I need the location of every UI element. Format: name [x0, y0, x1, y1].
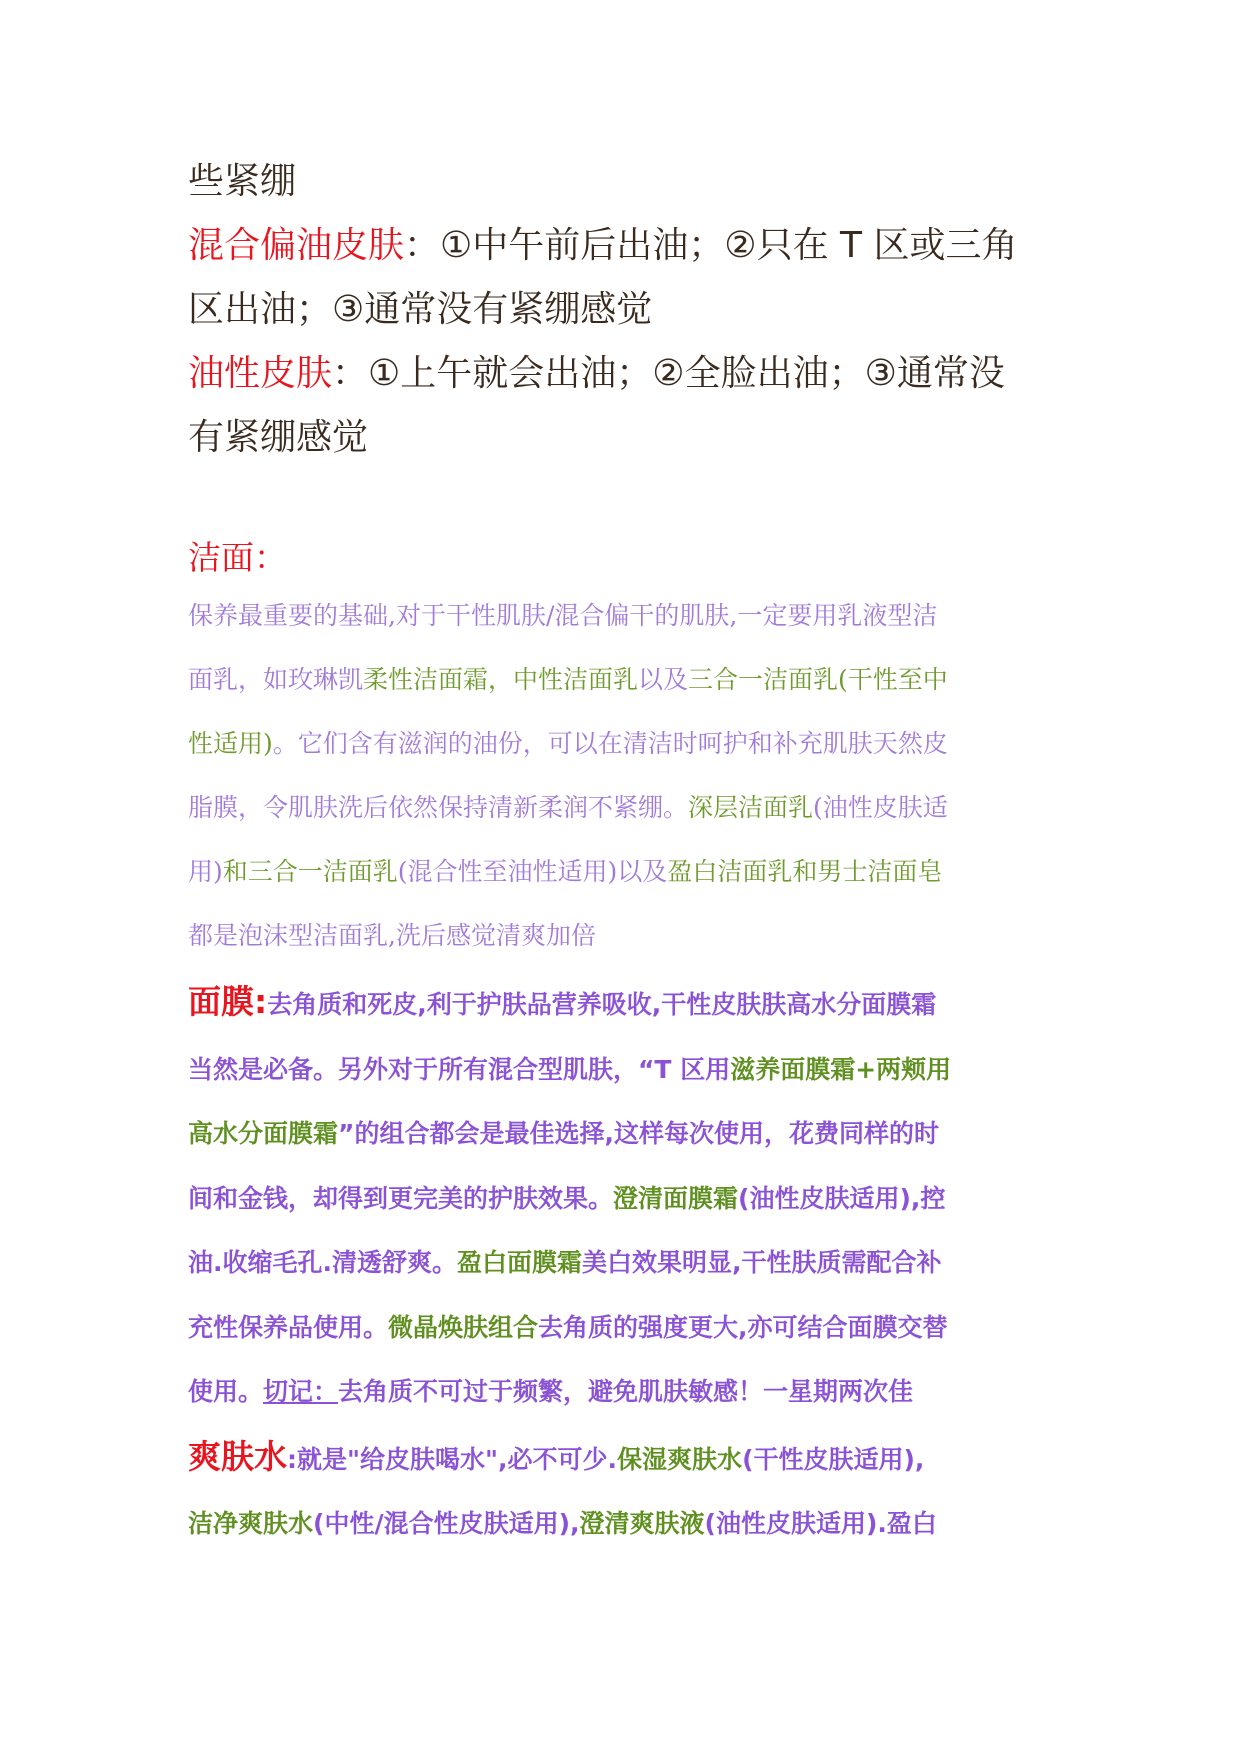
toner-line-1: [188, 1425, 1078, 1492]
cleanse-l2a: 面乳，如玫琳凯: [188, 665, 364, 694]
toner-l1a: :就是"给皮肤喝水",必不可少.: [287, 1444, 618, 1474]
mask-line-1: [188, 970, 1078, 1038]
mask-l7b: 切记：: [263, 1377, 339, 1406]
cleanse-l4b: 深层洁面乳: [688, 793, 814, 822]
mask-l3a: 高水分面膜霜: [188, 1119, 339, 1148]
mask-line-3: [188, 1102, 1078, 1167]
mask-l4c: (油性皮肤适用),控: [738, 1183, 946, 1213]
toner-l2b: (中性/混合性皮肤适用),: [313, 1508, 580, 1538]
mask-l2b: 滋养面膜霜+两颊用: [730, 1054, 952, 1084]
toner-l2a: 洁净爽肤水: [188, 1508, 314, 1538]
cleanse-paragraph: [188, 584, 1078, 968]
mask-line-4: [188, 1167, 1078, 1232]
cleanse-l5c: (混合性至油性适用): [397, 857, 618, 886]
mask-l5b: 盈白面膜霜: [457, 1248, 583, 1277]
cleanse-line-5: [188, 840, 1078, 904]
toner-l1c: (干性皮肤适用),: [742, 1444, 925, 1474]
cleanse-l3b: 。它们含有滋润的油份，可以在清洁时呵护和补充肌肤天然皮: [272, 729, 948, 758]
mix-oily-text-1: ：①中午前后出油；②只在 T 区或三角: [404, 225, 1018, 266]
mask-l4a: 间和金钱，却得到更完美的护肤效果。: [188, 1183, 614, 1213]
document-page: [188, 150, 1078, 1556]
oily-label: 油性皮肤: [188, 353, 333, 394]
mask-l7a: 使用。: [188, 1377, 264, 1406]
cleanse-l4a: 脂膜，令肌肤洗后依然保持清新柔润不紧绷。: [188, 793, 689, 822]
mask-l7c: 去角质不可过于频繁，避免肌肤敏感！一星期两次佳: [338, 1377, 914, 1406]
oily-line-2: 有紧绷感觉: [188, 417, 369, 458]
cleanse-line-4: [188, 776, 1078, 840]
mix-oily-label: 混合偏油皮肤: [188, 225, 405, 266]
toner-l2c: 澄清爽肤液: [579, 1508, 705, 1538]
mask-line-2: [188, 1038, 1078, 1103]
cleanse-l5b: 和三合一洁面乳: [222, 857, 398, 886]
mask-l5c: 美白效果明显,干性肤质需配合补: [582, 1248, 942, 1277]
cleanse-line-6: 都是泡沫型洁面乳,洗后感觉清爽加倍: [188, 921, 596, 950]
toner-paragraph: [188, 1425, 1078, 1556]
toner-heading: 爽肤水: [188, 1436, 287, 1476]
cleanse-l3a: 性适用): [188, 729, 273, 758]
cleanse-heading: 洁面：: [188, 538, 287, 577]
mask-paragraph: [188, 970, 1078, 1425]
cleanse-l2d: 三合一洁面乳(干性至中: [688, 665, 948, 694]
intro-line-1: 些紧绷: [188, 161, 297, 202]
mix-oily-line-2: 区出油；③通常没有紧绷感觉: [188, 289, 653, 330]
cleanse-line-2: [188, 648, 1078, 712]
mask-line-7: [188, 1360, 1078, 1425]
cleanse-l5e: 盈白洁面乳和男士洁面皂: [667, 857, 943, 886]
cleanse-l4c: (油性皮肤适: [813, 793, 948, 822]
cleanse-l2c: 以及: [638, 665, 689, 694]
oily-text-1: ：①上午就会出油；②全脸出油；③通常没: [332, 353, 1005, 394]
mask-l3b: ”的组合都会是最佳选择,这样每次使用，花费同样的时: [338, 1119, 939, 1148]
cleanse-l5a: 用): [188, 857, 223, 886]
mask-l6c: 去角质的强度更大,亦可结合面膜交替: [538, 1312, 948, 1342]
toner-l1b: 保湿爽肤水: [617, 1444, 743, 1474]
cleanse-l5d: 以及: [617, 857, 668, 886]
oily-line-1: [188, 342, 1078, 406]
mask-l5a: 油.收缩毛孔.清透舒爽。: [188, 1248, 457, 1277]
mix-oily-line-1: [188, 214, 1078, 278]
mask-heading: 面膜:: [188, 982, 268, 1021]
cleanse-line-1: 保养最重要的基础,对于干性肌肤/混合偏干的肌肤,一定要用乳液型洁: [188, 601, 938, 630]
mask-line-6: [188, 1296, 1078, 1361]
mask-line-5: [188, 1231, 1078, 1296]
mask-l4b: 澄清面膜霜: [613, 1183, 739, 1213]
mask-l6a: 充性保养品使用。: [188, 1312, 389, 1342]
mask-l2a: 当然是必备。另外对于所有混合型肌肤，“T 区用: [188, 1054, 731, 1084]
toner-line-2: [188, 1492, 1078, 1556]
toner-l2d: (油性皮肤适用).盈白: [704, 1508, 937, 1538]
mask-l1a: 去角质和死皮,利于护肤品营养吸收,干性皮肤肤高水分面膜霜: [267, 990, 937, 1019]
mask-l6b: 微晶焕肤组合: [388, 1312, 539, 1342]
cleanse-line-3: [188, 712, 1078, 776]
cleanse-l2b: 柔性洁面霜，中性洁面乳: [363, 665, 639, 694]
